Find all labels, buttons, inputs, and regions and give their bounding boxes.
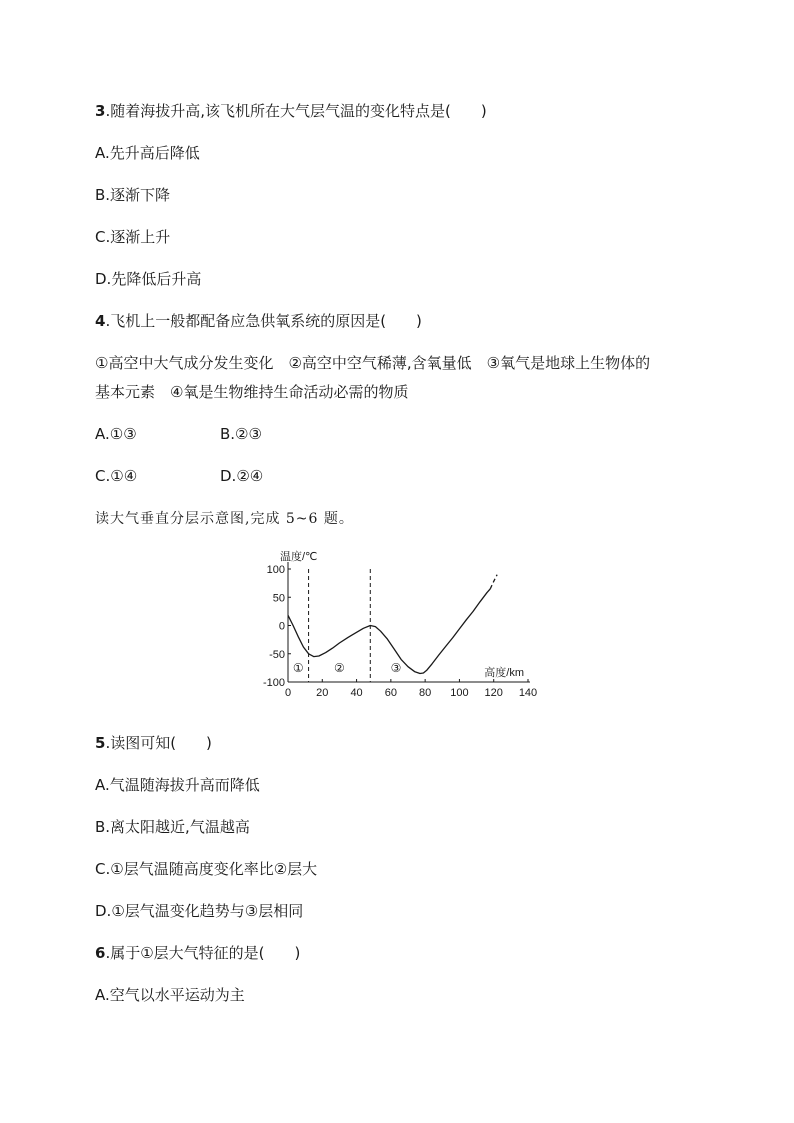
q5-option-a: A.气温随海拔升高而降低 [95, 776, 260, 794]
temperature-curve [288, 575, 497, 674]
question-text: .读图可知( ) [105, 734, 212, 752]
q5-option-c: C.①层气温随高度变化率比②层大 [95, 860, 318, 878]
q4-options-row-1 [95, 424, 262, 444]
question-text: .飞机上一般都配备应急供氧系统的原因是( ) [105, 312, 422, 330]
q4-option-b: B.②③ [220, 425, 262, 443]
question-4-stem [95, 311, 422, 331]
question-number: 4 [95, 312, 106, 330]
question-5-stem [95, 733, 212, 753]
layer-label: ① [292, 661, 304, 675]
q4-option-d: D.②④ [220, 467, 264, 485]
y-tick-label: 0 [278, 620, 285, 633]
q5-option-d: D.①层气温变化趋势与③层相同 [95, 902, 304, 920]
q6-option-a: A.空气以水平运动为主 [95, 986, 245, 1004]
question-text: .随着海拔升高,该飞机所在大气层气温的变化特点是( ) [105, 102, 487, 120]
x-tick-label: 0 [284, 687, 292, 699]
question-number: 5 [95, 734, 106, 752]
x-tick-label: 80 [419, 687, 432, 699]
temperature-curve-dashed [490, 575, 497, 589]
chart-intro-text: 读大气垂直分层示意图,完成 5~6 题。 [95, 511, 354, 527]
q3-option-a: A.先升高后降低 [95, 144, 200, 162]
q4-option-c: C.①④ [95, 467, 138, 485]
x-tick-label: 100 [450, 687, 469, 699]
question-6-stem [95, 943, 300, 963]
question-number: 6 [95, 944, 106, 962]
y-axis-title: 温度/℃ [280, 551, 318, 563]
q3-option-b: B.逐渐下降 [95, 186, 171, 204]
q4-statements-line-1: ①高空中大气成分发生变化 ②高空中空气稀薄,含氧量低 ③氧气是地球上生物体的 [95, 354, 651, 372]
y-tick-label: 100 [266, 564, 285, 576]
y-tick-label: -50 [269, 648, 285, 661]
temperature-curve-line [288, 589, 490, 674]
q4-statements-line-2: 基本元素 ④氧是生物维持生命活动必需的物质 [95, 383, 409, 401]
q5-option-b: B.离太阳越近,气温越高 [95, 818, 250, 836]
atmosphere-layers-chart [255, 548, 555, 718]
x-tick-label: 60 [384, 687, 397, 699]
question-3-stem [95, 101, 487, 121]
x-tick-label: 40 [350, 687, 363, 699]
question-text: .属于①层大气特征的是( ) [105, 944, 301, 962]
x-tick-label: 120 [484, 687, 503, 699]
y-tick-label: -100 [262, 677, 285, 689]
x-tick-label: 20 [316, 687, 329, 699]
q4-option-a: A.①③ [95, 425, 137, 443]
x-tick-label: 140 [518, 687, 538, 699]
q3-option-c: C.逐渐上升 [95, 228, 171, 246]
question-number: 3 [95, 102, 106, 120]
q3-option-d: D.先降低后升高 [95, 270, 202, 288]
layer-label: ③ [390, 661, 402, 675]
x-axis-title: 高度/km [484, 667, 524, 679]
q4-options-row-2 [95, 466, 264, 486]
y-tick-label: 50 [272, 592, 285, 605]
layer-label: ② [334, 661, 345, 675]
